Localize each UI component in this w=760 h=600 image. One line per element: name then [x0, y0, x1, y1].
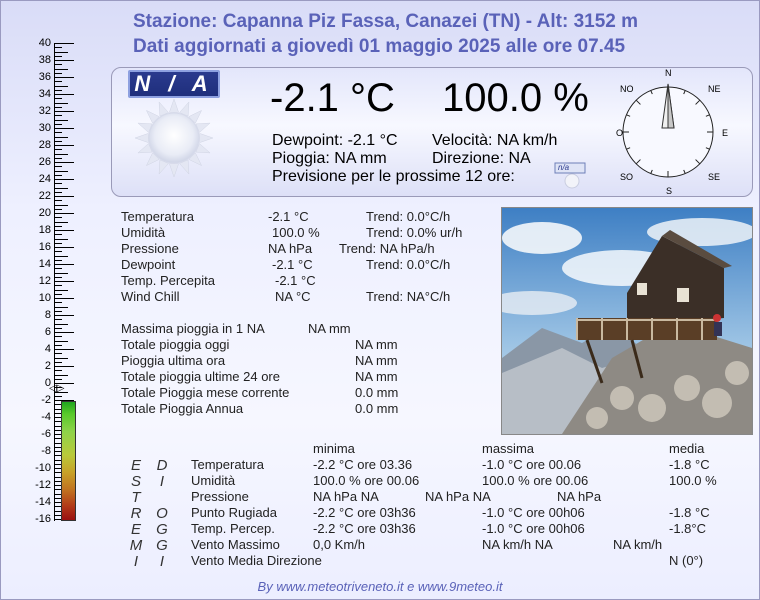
extreme-min-2: NA hPa NA: [425, 489, 491, 504]
extreme-label: Vento Massimo: [191, 537, 280, 552]
thermometer-major-tick: [54, 196, 74, 197]
thermometer-major-tick: [54, 366, 74, 367]
stat-value: NA °C: [275, 289, 311, 304]
thermometer: [1, 35, 81, 535]
extreme-avg: -1.8 °C: [669, 457, 710, 472]
extreme-min: 100.0 % ore 00.06: [313, 473, 420, 488]
extreme-label: Punto Rugiada: [191, 505, 278, 520]
thermometer-minor-tick: [54, 294, 62, 295]
thermometer-minor-tick: [54, 307, 68, 308]
thermometer-major-tick: [54, 128, 74, 129]
vertical-letter: R: [130, 505, 142, 522]
thermometer-minor-tick: [54, 290, 68, 291]
thermometer-bar: [61, 401, 76, 521]
rain-value: NA mm: [355, 353, 398, 368]
thermometer-tick-label: 30: [38, 122, 51, 134]
vertical-letter: D: [156, 457, 168, 474]
stat-value: -2.1 °C: [272, 257, 313, 272]
thermometer-major-tick: [54, 247, 74, 248]
thermometer-tick-label: 20: [38, 207, 51, 219]
extreme-avg: -1.8 °C: [669, 505, 710, 520]
thermometer-major-tick: [54, 111, 74, 112]
compass-no: NO: [620, 84, 634, 94]
compass-s: S: [666, 186, 673, 196]
weather-status-badge: N / A: [128, 70, 220, 98]
rain-label: Pioggia ultima ora: [121, 353, 226, 368]
thermometer-minor-tick: [54, 256, 68, 257]
extreme-label: Pressione: [191, 489, 249, 504]
thermometer-major-tick: [54, 179, 74, 180]
thermometer-major-tick: [54, 315, 74, 316]
thermometer-major-tick: [54, 43, 74, 44]
thermometer-tick-label: 24: [38, 173, 51, 185]
stat-value: -2.1 °C: [275, 273, 316, 288]
wind-direction-label: Direzione: NA: [432, 150, 531, 167]
thermometer-major-tick: [54, 298, 74, 299]
vertical-letter: S: [130, 473, 141, 490]
thermometer-marker-icon: ◁▷: [49, 382, 65, 394]
thermometer-minor-tick: [54, 268, 62, 269]
col-min-header: minima: [313, 441, 355, 456]
vertical-letter: I: [133, 553, 139, 570]
thermometer-tick-label: 0: [44, 377, 51, 389]
thermometer-tick-label: -8: [41, 445, 51, 457]
stat-trend: Trend: 0.0°C/h: [366, 209, 451, 224]
thermometer-tick-label: 22: [38, 190, 51, 202]
extreme-min: -2.2 °C ore 03.36: [313, 457, 413, 472]
thermometer-minor-tick: [54, 107, 62, 108]
col-max-header: massima: [482, 441, 535, 456]
rain-value: NA mm: [355, 369, 398, 384]
rain-label: Totale pioggia oggi: [121, 337, 230, 352]
current-conditions-panel: [111, 67, 753, 197]
vertical-letter: M: [129, 537, 143, 554]
forecast-label: Previsione per le prossime 12 ore:: [272, 168, 515, 185]
thermometer-minor-tick: [54, 353, 62, 354]
thermometer-tick-label: -10: [35, 462, 51, 474]
thermometer-minor-tick: [54, 86, 68, 87]
col-avg-header: media: [669, 441, 705, 456]
stat-label: Temp. Percepita: [121, 273, 215, 288]
thermometer-minor-tick: [54, 183, 62, 184]
thermometer-tick-label: 6: [44, 326, 51, 338]
thermometer-minor-tick: [54, 277, 62, 278]
thermometer-major-tick: [54, 213, 74, 214]
forecast-icon-text: n/a: [558, 163, 570, 172]
thermometer-tick-label: 36: [38, 71, 51, 83]
thermometer-tick-label: 4: [44, 343, 51, 355]
stat-value: 100.0 %: [272, 225, 320, 240]
thermometer-minor-tick: [54, 103, 68, 104]
stat-label: Wind Chill: [121, 289, 180, 304]
thermometer-minor-tick: [54, 90, 62, 91]
thermometer-major-tick: [54, 162, 74, 163]
extreme-avg: 100.0 %: [669, 473, 717, 488]
thermometer-minor-tick: [54, 192, 62, 193]
thermometer-minor-tick: [54, 336, 62, 337]
extreme-label: Temp. Percep.: [191, 521, 275, 536]
sun-icon: [134, 98, 214, 178]
stat-label: Pressione: [121, 241, 179, 256]
compass-so: SO: [620, 172, 634, 182]
thermometer-major-tick: [54, 145, 74, 146]
extreme-min: -2.2 °C ore 03h36: [313, 521, 416, 536]
compass-n: N: [665, 68, 672, 78]
extreme-avg: NA km/h: [613, 537, 663, 552]
thermometer-tick-label: 10: [38, 292, 51, 304]
extreme-max: -1.0 °C ore 00h06: [482, 521, 585, 536]
thermometer-minor-tick: [54, 154, 68, 155]
extreme-avg: -1.8°C: [669, 521, 706, 536]
extreme-max: -1.0 °C ore 00.06: [482, 457, 582, 472]
vertical-letter: G: [156, 537, 168, 554]
thermometer-minor-tick: [54, 124, 62, 125]
thermometer-minor-tick: [54, 81, 62, 82]
compass-o: O: [616, 128, 624, 138]
stat-trend: Trend: NA°C/h: [366, 289, 451, 304]
thermometer-minor-tick: [54, 222, 68, 223]
thermometer-minor-tick: [54, 171, 68, 172]
thermometer-minor-tick: [54, 132, 62, 133]
vertical-letter: O: [156, 505, 168, 522]
extreme-label: Vento Media Direzione: [191, 553, 322, 568]
rain-value: 0.0 mm: [355, 401, 399, 416]
sun-ray: [169, 164, 178, 177]
vertical-letter: I: [159, 553, 165, 570]
extreme-max: NA km/h NA: [482, 537, 553, 552]
thermometer-major-tick: [54, 230, 74, 231]
thermometer-tick-label: 32: [38, 105, 51, 117]
thermometer-minor-tick: [54, 226, 62, 227]
thermometer-tick-label: 16: [38, 241, 51, 253]
thermometer-minor-tick: [54, 273, 68, 274]
update-time: Dati aggiornati a giovedì 01 maggio 2025 alle ore 07.45: [133, 36, 626, 57]
current-temperature: -2.1 °C: [270, 76, 395, 120]
footer-credits: By www.meteotriveneto.it e www.9meteo.it: [257, 579, 503, 594]
sun-ray: [200, 133, 213, 142]
thermometer-minor-tick: [54, 188, 68, 189]
thermometer-minor-tick: [54, 260, 62, 261]
thermometer-minor-tick: [54, 328, 62, 329]
thermometer-minor-tick: [54, 158, 62, 159]
thermometer-major-tick: [54, 332, 74, 333]
thermometer-minor-tick: [54, 200, 62, 201]
thermometer-tick-label: -2: [41, 394, 51, 406]
thermometer-minor-tick: [54, 251, 62, 252]
thermometer-minor-tick: [54, 239, 68, 240]
thermometer-tick-label: -16: [35, 513, 51, 525]
thermometer-tick-label: -4: [41, 411, 51, 423]
rain-value: 0.0 mm: [355, 385, 399, 400]
thermometer-major-tick: [54, 94, 74, 95]
stat-trend: Trend: 0.0°C/h: [366, 257, 451, 272]
thermometer-minor-tick: [54, 362, 62, 363]
vertical-letter: T: [131, 489, 141, 506]
sun-ray: [135, 133, 148, 142]
dewpoint-label: Dewpoint: -2.1 °C: [272, 132, 398, 149]
vertical-letter: G: [156, 521, 168, 538]
thermometer-minor-tick: [54, 149, 62, 150]
wind-speed-label: Velocità: NA km/h: [432, 132, 558, 149]
thermometer-minor-tick: [54, 73, 62, 74]
station-title: Stazione: Capanna Piz Fassa, Canazei (TN) - Alt: 3152 m: [133, 11, 639, 32]
thermometer-major-tick: [54, 60, 74, 61]
extreme-max: -1.0 °C ore 00h06: [482, 505, 585, 520]
thermometer-tick-label: -12: [35, 479, 51, 491]
thermometer-minor-tick: [54, 166, 62, 167]
thermometer-minor-tick: [54, 324, 68, 325]
thermometer-minor-tick: [54, 358, 68, 359]
thermometer-minor-tick: [54, 137, 68, 138]
thermometer-tick-label: 8: [44, 309, 51, 321]
thermometer-major-tick: [54, 264, 74, 265]
thermometer-minor-tick: [54, 52, 68, 53]
thermometer-minor-tick: [54, 205, 68, 206]
thermometer-minor-tick: [54, 120, 68, 121]
compass-ne: NE: [708, 84, 721, 94]
thermometer-tick-label: -6: [41, 428, 51, 440]
sun-ray: [169, 99, 178, 112]
stat-trend: Trend: NA hPa/h: [339, 241, 435, 256]
thermometer-minor-tick: [54, 319, 62, 320]
thermometer-minor-tick: [54, 396, 62, 397]
extreme-min: -2.2 °C ore 03h36: [313, 505, 416, 520]
thermometer-minor-tick: [54, 302, 62, 303]
rain-max-label: Massima pioggia in 1 NA: [121, 321, 265, 336]
thermometer-tick-label: 2: [44, 360, 51, 372]
thermometer-minor-tick: [54, 64, 62, 65]
station-photo: [501, 207, 753, 435]
thermometer-tick-label: 40: [38, 37, 51, 49]
thermometer-minor-tick: [54, 141, 62, 142]
thermometer-tick-label: 38: [38, 54, 51, 66]
rain-label: Pioggia: NA mm: [272, 150, 387, 167]
thermometer-minor-tick: [54, 217, 62, 218]
thermometer-tick-label: 12: [38, 275, 51, 287]
vertical-letter: E: [130, 457, 141, 474]
rain-label: Totale Pioggia Annua: [121, 401, 244, 416]
rain-label: Totale Pioggia mese corrente: [121, 385, 290, 400]
thermometer-minor-tick: [54, 47, 62, 48]
thermometer-minor-tick: [54, 370, 62, 371]
thermometer-tick-label: 26: [38, 156, 51, 168]
stat-value: -2.1 °C: [268, 209, 309, 224]
thermometer-minor-tick: [54, 285, 62, 286]
forecast-icon: [554, 161, 588, 189]
thermometer-tick-label: 34: [38, 88, 51, 100]
extreme-min: NA hPa NA: [313, 489, 379, 504]
rain-label: Totale pioggia ultime 24 ore: [121, 369, 280, 384]
vertical-letter: E: [130, 521, 141, 538]
rain-value: NA mm: [355, 337, 398, 352]
thermometer-minor-tick: [54, 243, 62, 244]
extreme-label: Umidità: [191, 473, 236, 488]
extreme-max: NA hPa: [557, 489, 602, 504]
thermometer-major-tick: [54, 281, 74, 282]
thermometer-minor-tick: [54, 98, 62, 99]
extreme-max: 100.0 % ore 00.06: [482, 473, 589, 488]
current-humidity: 100.0 %: [442, 76, 589, 120]
thermometer-minor-tick: [54, 311, 62, 312]
thermometer-minor-tick: [54, 209, 62, 210]
stat-label: Temperatura: [121, 209, 194, 224]
thermometer-minor-tick: [54, 115, 62, 116]
thermometer-minor-tick: [54, 379, 62, 380]
thermometer-tick-label: 14: [38, 258, 51, 270]
vertical-letter: I: [159, 473, 165, 490]
extreme-label: Temperatura: [191, 457, 264, 472]
rain-max-value: NA mm: [308, 321, 351, 336]
thermometer-major-tick: [54, 77, 74, 78]
thermometer-minor-tick: [54, 341, 68, 342]
compass-se: SE: [708, 172, 721, 182]
thermometer-tick-label: -14: [35, 496, 51, 508]
thermometer-tick-label: 28: [38, 139, 51, 151]
compass-e: E: [722, 128, 729, 138]
thermometer-minor-tick: [54, 69, 68, 70]
wind-compass: [610, 68, 729, 196]
stat-label: Dewpoint: [121, 257, 176, 272]
thermometer-minor-tick: [54, 345, 62, 346]
thermometer-minor-tick: [54, 175, 62, 176]
stat-trend: Trend: 0.0% ur/h: [366, 225, 463, 240]
stat-label: Umidità: [121, 225, 166, 240]
extreme-avg: N (0°): [669, 553, 704, 568]
thermometer-minor-tick: [54, 56, 62, 57]
thermometer-major-tick: [54, 349, 74, 350]
thermometer-minor-tick: [54, 234, 62, 235]
extreme-min: 0,0 Km/h: [313, 537, 366, 552]
thermometer-tick-label: 18: [38, 224, 51, 236]
thermometer-minor-tick: [54, 375, 68, 376]
stat-value: NA hPa: [268, 241, 313, 256]
